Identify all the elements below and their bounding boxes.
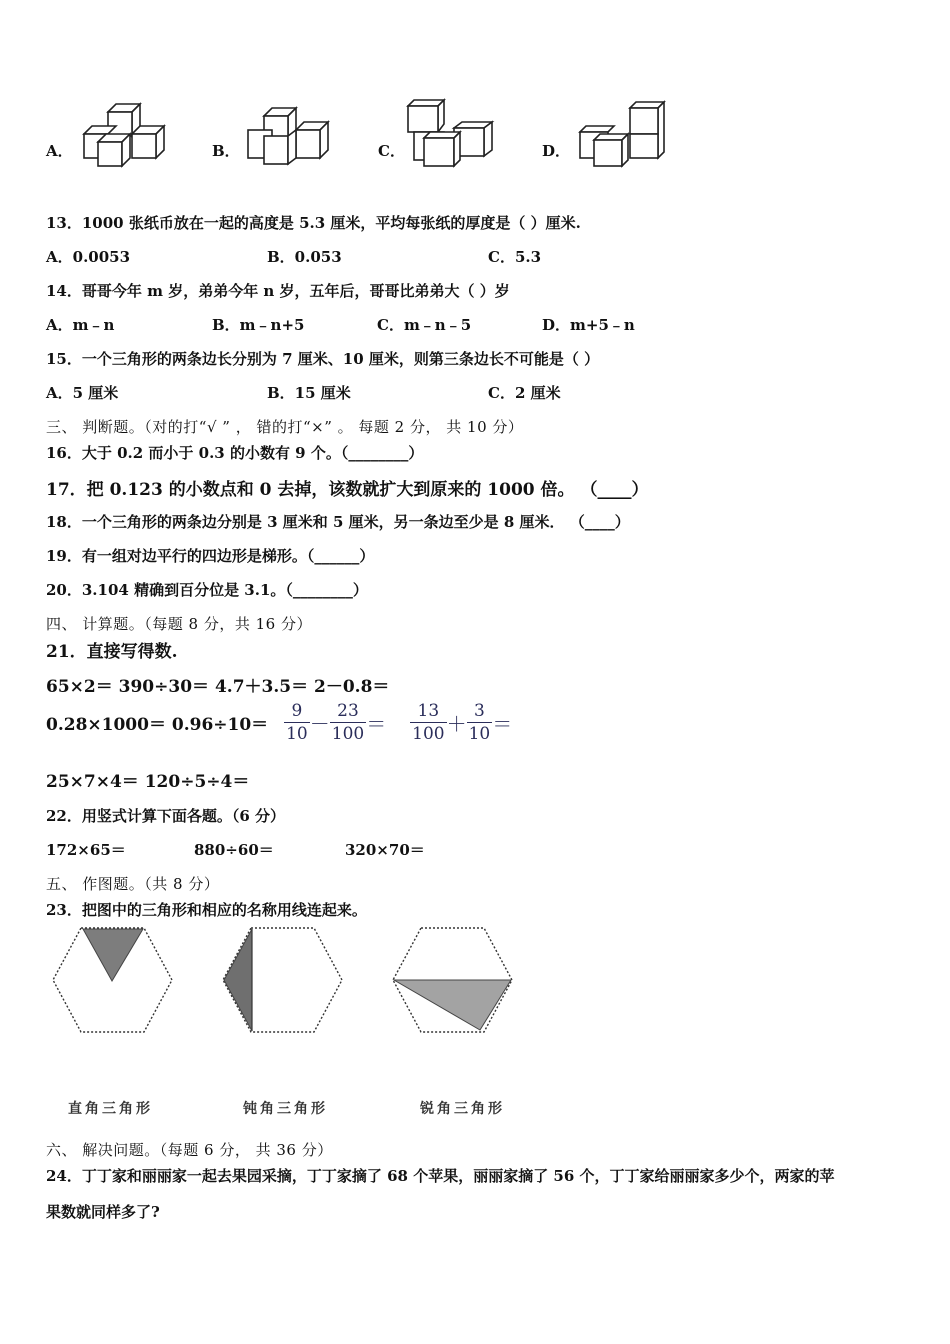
fraction-denominator: 100 [412, 724, 445, 744]
shaded-triangle [224, 929, 252, 1031]
fraction-23-100 [330, 700, 366, 745]
q24-line-1: 24．丁丁家和丽丽家一起去果园采摘，丁丁家摘了 68 个苹果，丽丽家摘了 56 个，丁丁家给丽丽家多少个，两家的苹 [46, 1167, 835, 1185]
q18-text: 18．一个三角形的两条边分别是 3 厘米和 5 厘米，另一条边至少是 8 厘米． （____） [46, 513, 630, 531]
q22-item-2: 880÷60＝ [194, 841, 274, 859]
fraction-9-10 [284, 700, 310, 745]
shaded-triangle [394, 980, 511, 1030]
q14-option-c: C．m﹣n﹣5 [377, 316, 472, 334]
q22-item-3: 320×70＝ [345, 841, 425, 859]
fraction-numerator: 13 [410, 700, 446, 723]
q22-stem: 22．用竖式计算下面各题。（6 分） [46, 807, 286, 825]
name-obtuse-triangle: 钝角三角形 [243, 1101, 328, 1117]
q12-option-d-label: D． [542, 142, 571, 160]
q13-option-c: C．5.3 [488, 248, 542, 266]
fraction-3-10 [467, 700, 493, 745]
hexagon-figure-1 [50, 926, 175, 1036]
q19-text: 19．有一组对边平行的四边形是梯形。（______） [46, 547, 375, 565]
q15-option-b: B．15 厘米 [267, 384, 351, 402]
minus-sign: － [309, 712, 330, 736]
q13-stem: 13．1000 张纸币放在一起的高度是 5.3 厘米，平均每张纸的厚度是（ ）厘米. [46, 214, 581, 232]
fraction-denominator: 10 [286, 724, 308, 744]
q15-stem: 15．一个三角形的两条边长分别为 7 厘米、10 厘米，则第三条边长不可能是（ ） [46, 350, 600, 368]
name-acute-triangle: 锐角三角形 [420, 1101, 505, 1117]
q12-option-d-figure [576, 98, 671, 170]
q15-option-a: A．5 厘米 [46, 384, 119, 402]
q12-option-a-label: A． [46, 142, 73, 160]
q21-row-1: 65×2＝ 390÷30＝ 4.7＋3.5＝ 2－0.8＝ [46, 677, 390, 697]
fraction-numerator: 9 [284, 700, 310, 723]
q21-row-3: 25×7×4＝ 120÷5÷4＝ [46, 772, 250, 792]
hexagon-figure-2 [220, 926, 345, 1036]
shaded-triangle [83, 929, 143, 981]
name-right-triangle: 直角三角形 [68, 1101, 153, 1117]
q15-option-c: C．2 厘米 [488, 384, 561, 402]
section-3-heading: 三、 判断题。（对的打“√ ” ， 错的打“×” 。 每题 2 分， 共 10 分） [46, 418, 524, 436]
section-5-heading: 五、 作图题。（共 8 分） [46, 875, 220, 893]
q12-option-b-figure [244, 104, 339, 168]
fraction-denominator: 100 [331, 724, 365, 744]
section-4-heading: 四、 计算题。（每题 8 分，共 16 分） [46, 615, 312, 633]
plus-sign: ＋ [446, 712, 467, 736]
fraction-13-100 [410, 700, 446, 745]
q12-option-a-figure [80, 100, 175, 172]
q12-option-c-figure [404, 98, 499, 170]
q14-option-b: B．m﹣n+5 [212, 316, 305, 334]
q23-stem: 23．把图中的三角形和相应的名称用线连起来。 [46, 901, 367, 919]
q17-text: 17．把 0.123 的小数点和 0 去掉，该数就扩大到原来的 1000 倍。 （____） [46, 480, 649, 500]
q20-text: 20．3.104 精确到百分位是 3.1。（________） [46, 581, 368, 599]
q14-option-a: A．m﹣n [46, 316, 115, 334]
section-6-heading: 六、 解决问题。（每题 6 分， 共 36 分） [46, 1141, 333, 1159]
q12-option-b-label: B． [212, 142, 240, 160]
q14-stem: 14．哥哥今年 m 岁，弟弟今年 n 岁，五年后，哥哥比弟弟大（ ）岁 [46, 282, 510, 300]
hexagon-figure-3 [390, 926, 515, 1036]
fraction-numerator: 3 [467, 700, 493, 723]
q13-option-a: A．0.0053 [46, 248, 131, 266]
q14-option-d: D．m+5﹣n [542, 316, 635, 334]
fraction-denominator: 10 [468, 724, 491, 744]
q12-option-c-label: C． [378, 142, 405, 160]
q21-row-2-decimals: 0.28×1000＝ 0.96÷10＝ [46, 715, 269, 735]
q13-option-b: B．0.053 [267, 248, 342, 266]
fraction-numerator: 23 [330, 700, 366, 723]
q16-text: 16．大于 0.2 而小于 0.3 的小数有 9 个。（________） [46, 444, 424, 462]
q21-row-2 [46, 700, 512, 745]
q21-stem: 21．直接写得数. [46, 642, 178, 662]
q22-item-1: 172×65＝ [46, 841, 126, 859]
equals-sign: ＝ [366, 712, 387, 736]
q24-line-2: 果数就同样多了? [46, 1203, 160, 1221]
equals-sign: ＝ [492, 712, 513, 736]
